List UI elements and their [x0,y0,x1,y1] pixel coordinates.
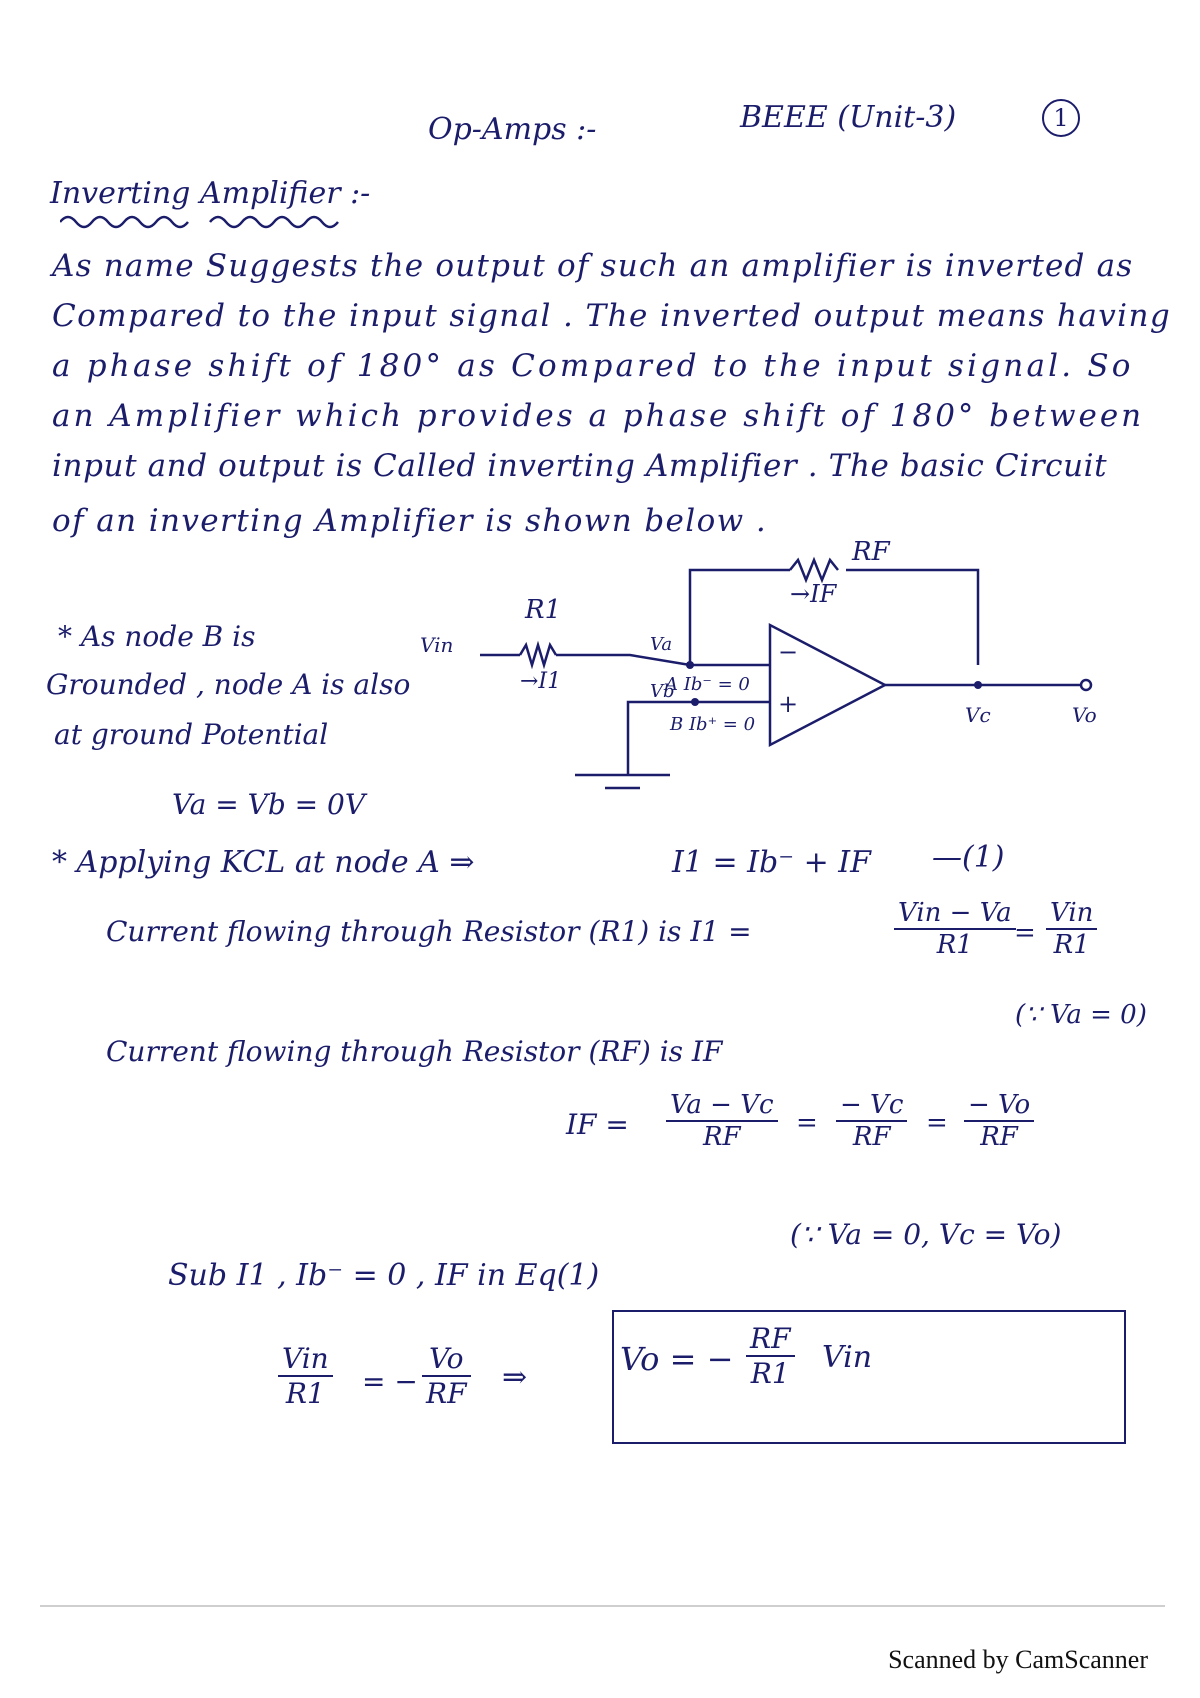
kcl-tag: —(1) [932,840,1005,875]
i1-fraction-1 [888,898,1022,960]
note-line-1: * As node B is [58,620,256,653]
node-a-label: A Ib⁻ = 0 [665,674,750,695]
sub-line: Sub I1 , Ib⁻ = 0 , IF in Eq(1) [168,1258,600,1293]
if-lhs: IF = [566,1108,629,1141]
if-fraction-3 [958,1090,1040,1152]
i1-equals: = [1014,918,1036,948]
final-rhs-num: Vo [422,1342,471,1377]
inverting-amplifier-circuit [400,540,1120,800]
result-num: RF [746,1322,795,1357]
vc-label: Vc [965,703,991,727]
plus-terminal: + [778,690,799,718]
vo-label: Vo [1072,703,1097,727]
topic-heading: Op-Amps :- [428,112,597,147]
if-equals-2: = [926,1108,948,1138]
final-equals: = − [362,1365,418,1398]
page-number: 1 [1042,99,1080,137]
if-frac2-num: − Vc [836,1090,907,1122]
section-title: Inverting Amplifier :- [50,176,371,211]
result-fraction [740,1322,801,1390]
paragraph-line-4: an Amplifier which provides a phase shift of 180° between [52,398,1145,434]
paragraph-line-1: As name Suggests the output of such an amplifier is inverted as [52,248,1134,284]
i1-fraction-2 [1040,898,1103,960]
if-label: →IF [790,580,837,608]
i1-frac2-num: Vin [1046,898,1097,930]
i1-frac1-num: Vin − Va [894,898,1016,930]
final-lhs-den: R1 [285,1377,325,1410]
paragraph-line-2: Compared to the input signal . The inverted output means having [52,298,1172,334]
paragraph-line-5: input and output is Called inverting Amplifier . The basic Circuit [52,448,1108,484]
if-equals-1: = [796,1108,818,1138]
va-vb-equation: Va = Vb = 0V [172,788,366,821]
if-frac3-den: RF [980,1122,1018,1152]
i1-intro: Current flowing through Resistor (R1) is I1 = [106,915,752,948]
kcl-equation: I1 = Ib⁻ + IF [672,845,871,880]
if-frac3-num: − Vo [964,1090,1034,1122]
if-frac2-den: RF [852,1122,891,1152]
node-b-label: B Ib⁺ = 0 [670,714,756,735]
result-lhs: Vo = − [620,1340,734,1378]
final-rhs-den: RF [426,1377,467,1410]
vb-label: Vb [650,681,675,702]
title-underline [60,210,340,232]
final-lhs [272,1342,339,1410]
i1-note: (∵ Va = 0) [1015,1000,1147,1030]
scanner-footer: Scanned by CamScanner [888,1645,1148,1674]
if-note: (∵ Va = 0, Vc = Vo) [790,1218,1062,1251]
r1-label: R1 [525,595,562,625]
minus-terminal: − [778,638,799,666]
kcl-intro: * Applying KCL at node A ⇒ [52,845,475,880]
paragraph-line-6: of an inverting Amplifier is shown below . [52,503,768,539]
vin-label: Vin [420,633,454,657]
course-label: BEEE (Unit-3) [740,100,957,135]
note-line-3: at ground Potential [54,718,329,751]
result-den: R1 [750,1357,790,1390]
if-fraction-2 [830,1090,913,1152]
page-bottom-rule [40,1605,1165,1607]
result-tail: Vin [822,1340,873,1375]
i1-frac2-den: R1 [1053,930,1090,960]
final-rhs [416,1342,477,1410]
i1-frac1-den: R1 [936,930,973,960]
if-frac1-num: Va − Vc [666,1090,778,1122]
note-line-2: Grounded , node A is also [46,668,411,701]
rf-label: RF [852,540,890,567]
final-lhs-num: Vin [278,1342,333,1377]
paragraph-line-3: a phase shift of 180° as Compared to the input signal. So [52,348,1134,384]
i1-label: →I1 [520,669,562,694]
if-fraction-1 [660,1090,784,1152]
implies-arrow: ⇒ [502,1360,528,1395]
va-label: Va [650,634,673,655]
if-intro: Current flowing through Resistor (RF) is IF [106,1035,723,1068]
if-frac1-den: RF [702,1122,741,1152]
